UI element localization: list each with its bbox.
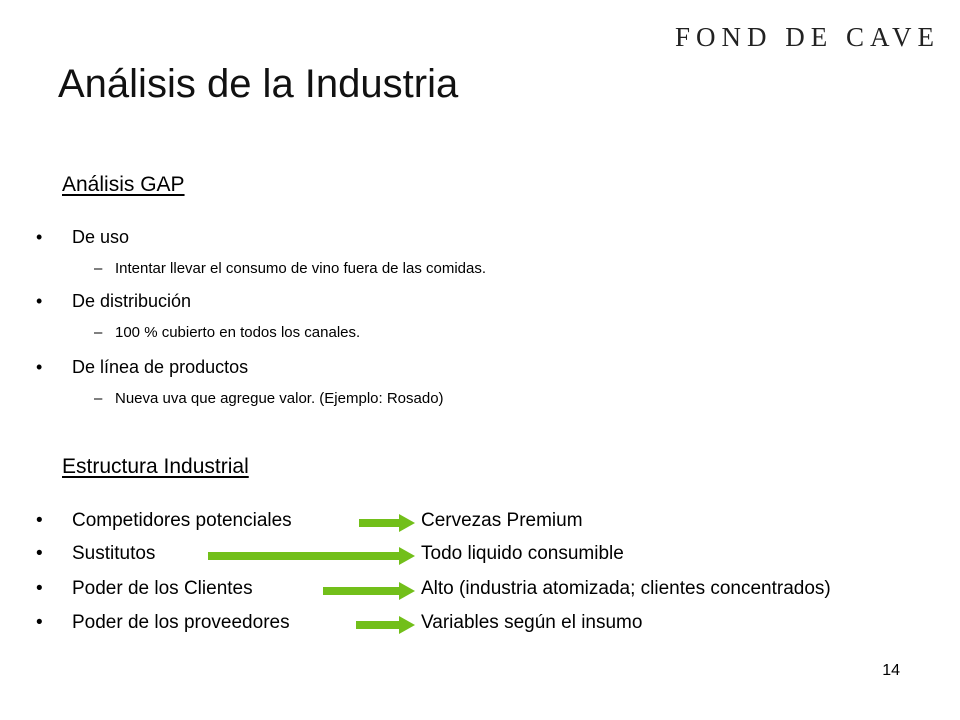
gap-subitem-uso — [94, 260, 486, 277]
estructura-row-label: Poder de los proveedores — [72, 612, 290, 633]
bullet: • — [36, 357, 43, 377]
estructura-row-clientes — [36, 576, 946, 604]
page-number: 14 — [882, 662, 900, 679]
bullet: • — [36, 578, 43, 599]
estructura-row-label: Competidores potenciales — [72, 510, 292, 531]
estructura-row-sustitutos — [36, 541, 946, 569]
gap-subitem-text: Intentar llevar el consumo de vino fuera de las comidas. — [115, 260, 487, 277]
gap-subitem-distribucion — [94, 324, 360, 341]
gap-item-label: De uso — [72, 227, 130, 247]
gap-subitem-linea — [94, 390, 444, 407]
bullet: • — [36, 543, 43, 564]
arrow-right-icon — [356, 621, 415, 629]
estructura-row-value: Todo liquido consumible — [421, 543, 624, 564]
arrow-right-icon — [323, 587, 415, 595]
estructura-section-heading: Estructura Industrial — [62, 455, 249, 478]
bullet: • — [36, 612, 43, 633]
estructura-row-value: Cervezas Premium — [421, 510, 583, 531]
dash: – — [94, 390, 103, 407]
estructura-row-label: Sustitutos — [72, 543, 156, 564]
bullet: • — [36, 510, 43, 531]
gap-item-label: De línea de productos — [72, 357, 249, 377]
estructura-row-competidores — [36, 508, 946, 536]
estructura-row-value: Variables según el insumo — [421, 612, 643, 633]
dash: – — [94, 324, 103, 341]
bullet: • — [36, 291, 43, 311]
gap-subitem-text: Nueva uva que agregue valor. (Ejemplo: Rosado) — [115, 390, 444, 407]
dash: – — [94, 260, 103, 277]
arrow-right-icon — [208, 552, 415, 560]
estructura-row-label: Poder de los Clientes — [72, 578, 253, 599]
gap-item-linea — [36, 357, 248, 378]
estructura-row-value: Alto (industria atomizada; clientes concentrados) — [421, 578, 831, 599]
slide-title: Análisis de la Industria — [58, 62, 459, 106]
gap-subitem-text: 100 % cubierto en todos los canales. — [115, 324, 361, 341]
gap-section-heading: Análisis GAP — [62, 173, 185, 196]
brand-logo: FOND DE CAVE — [674, 22, 940, 52]
gap-item-label: De distribución — [72, 291, 192, 311]
bullet: • — [36, 227, 43, 247]
gap-item-uso — [36, 227, 129, 248]
gap-item-distribucion — [36, 291, 191, 312]
arrow-right-icon — [359, 519, 415, 527]
estructura-row-proveedores — [36, 610, 946, 638]
